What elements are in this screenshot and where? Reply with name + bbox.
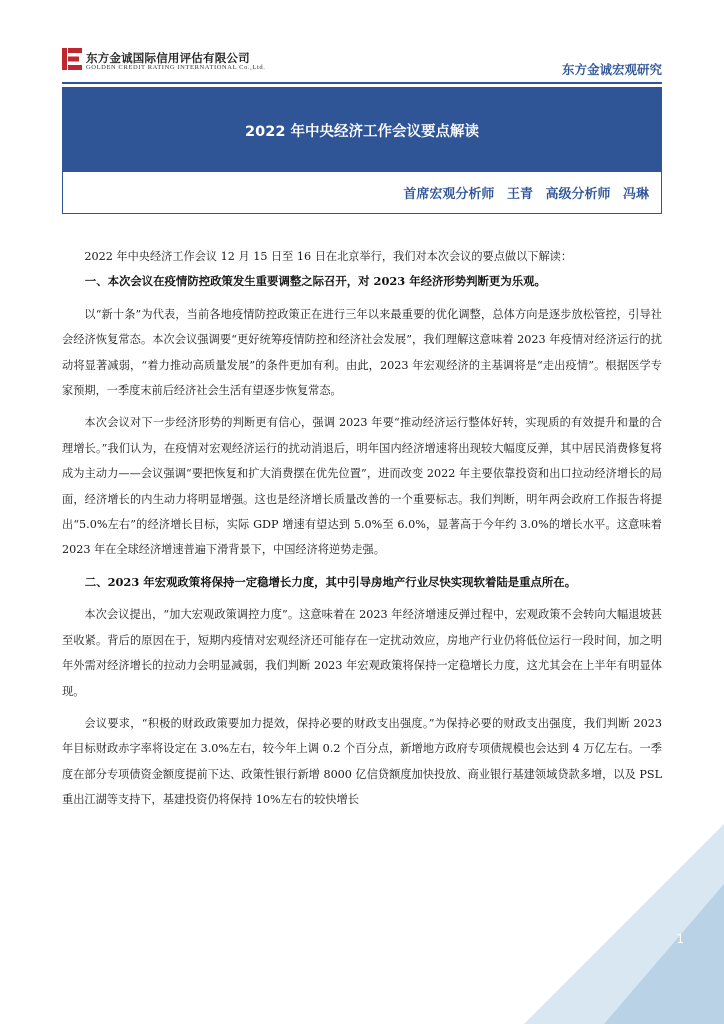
section-heading-2: 二、2023 年宏观政策将保持一定稳增长力度，其中引导房地产行业尽快实现软着陆是重点所在。 xyxy=(84,574,577,589)
intro-paragraph: 2022 年中央经济工作会议 12 月 15 日至 16 日在北京举行，我们对本次会议的要点做以下解读： xyxy=(84,250,573,263)
paragraph-2: 本次会议对下一步经济形势的判断更有信心，强调 2023 年要“推动经济运行整体好转，实现质的有效提升和量的合理增长。”我们认为，在疫情对宏观经济运行的扰动消退后，明年国内经济增速将出现较大幅度反弹，其中居民消费修复将成为主动力——会议强调“要把恢复和扩大消费摆在优先位置”，进而改变 2022 年主要依靠投资和出口拉动经济增长的局面，经济增长的内生动力将明显增强。这也是经济增长质量改善的一个重要标志。我们判断，明年两会政府工作报告将提出“5.0%左右”的经济增长目标，实际 GDP 增速有望达到 5.0%至 6.0%，显著高于今年约 3.0%的增长水平。这意味着 2023 年在全球经济增速普遍下滑背景下，中国经济将逆势走强。 xyxy=(62,416,662,557)
paragraph-4: 会议要求，“积极的财政政策要加力提效，保持必要的财政支出强度。”为保持必要的财政支出强度，我们判断 2023 年目标财政赤字率将设定在 3.0%左右，较今年上调 0.2 个百分点，新增地方政府专项债规模也会达到 4 万亿左右。一季度在部分专项债资金额度提前下达、政策性银行新增 8000 亿信贷额度加快投放、商业银行基建领域贷款多增，以及 PSL 重出江湖等支持下，基建投资仍将保持 10%左右的较快增长 xyxy=(62,716,662,807)
title-banner xyxy=(62,87,662,172)
company-name-cn: 东方金诚国际信用评估有限公司 xyxy=(86,51,250,65)
author-line: 首席宏观分析师 王青 高级分析师 冯琳 xyxy=(403,187,649,202)
corner-decoration xyxy=(524,824,724,1024)
header-divider xyxy=(62,82,662,84)
section-heading-1: 一、本次会议在疫情防控政策发生重要调整之际召开，对 2023 年经济形势判断更为乐观。 xyxy=(84,274,546,289)
company-name-en: GOLDEN CREDIT RATING INTERNATIONAL Co.,Ltd. xyxy=(86,64,266,71)
report-body xyxy=(62,244,662,813)
report-title: 2022 年中央经济工作会议要点解读 xyxy=(245,124,479,140)
paragraph-3: 本次会议提出，“加大宏观政策调控力度”。这意味着在 2023 年经济增速反弹过程中，宏观政策不会转向大幅退坡甚至收紧。背后的原因在于，短期内疫情对宏观经济还可能存在一定扰动效应，房地产行业仍将低位运行一段时间，加之明年外需对经济增长的拉动力会明显减弱，我们判断 2023 年宏观政策将保持一定稳增长力度，这尤其会在上半年有明显体现。 xyxy=(62,608,662,698)
page-number: 1 xyxy=(676,932,684,946)
page-header xyxy=(0,0,724,84)
series-label: 东方金诚宏观研究 xyxy=(561,62,662,77)
company-logo-icon xyxy=(62,48,82,70)
author-box xyxy=(62,172,662,214)
paragraph-1: 以“新十条”为代表，当前各地疫情防控政策正在进行三年以来最重要的优化调整，总体方向是逐步放松管控，引导社会经济恢复常态。本次会议强调要“更好统筹疫情防控和经济社会发展”，我们理解这意味着 2023 年疫情对经济运行的扰动将显著减弱，“着力推动高质量发展”的条件更加有利。由此，2023 年宏观经济的主基调将是“走出疫情”。根据医学专家预期，一季度末前后经济社会生活有望逐步恢复常态。 xyxy=(62,307,662,398)
